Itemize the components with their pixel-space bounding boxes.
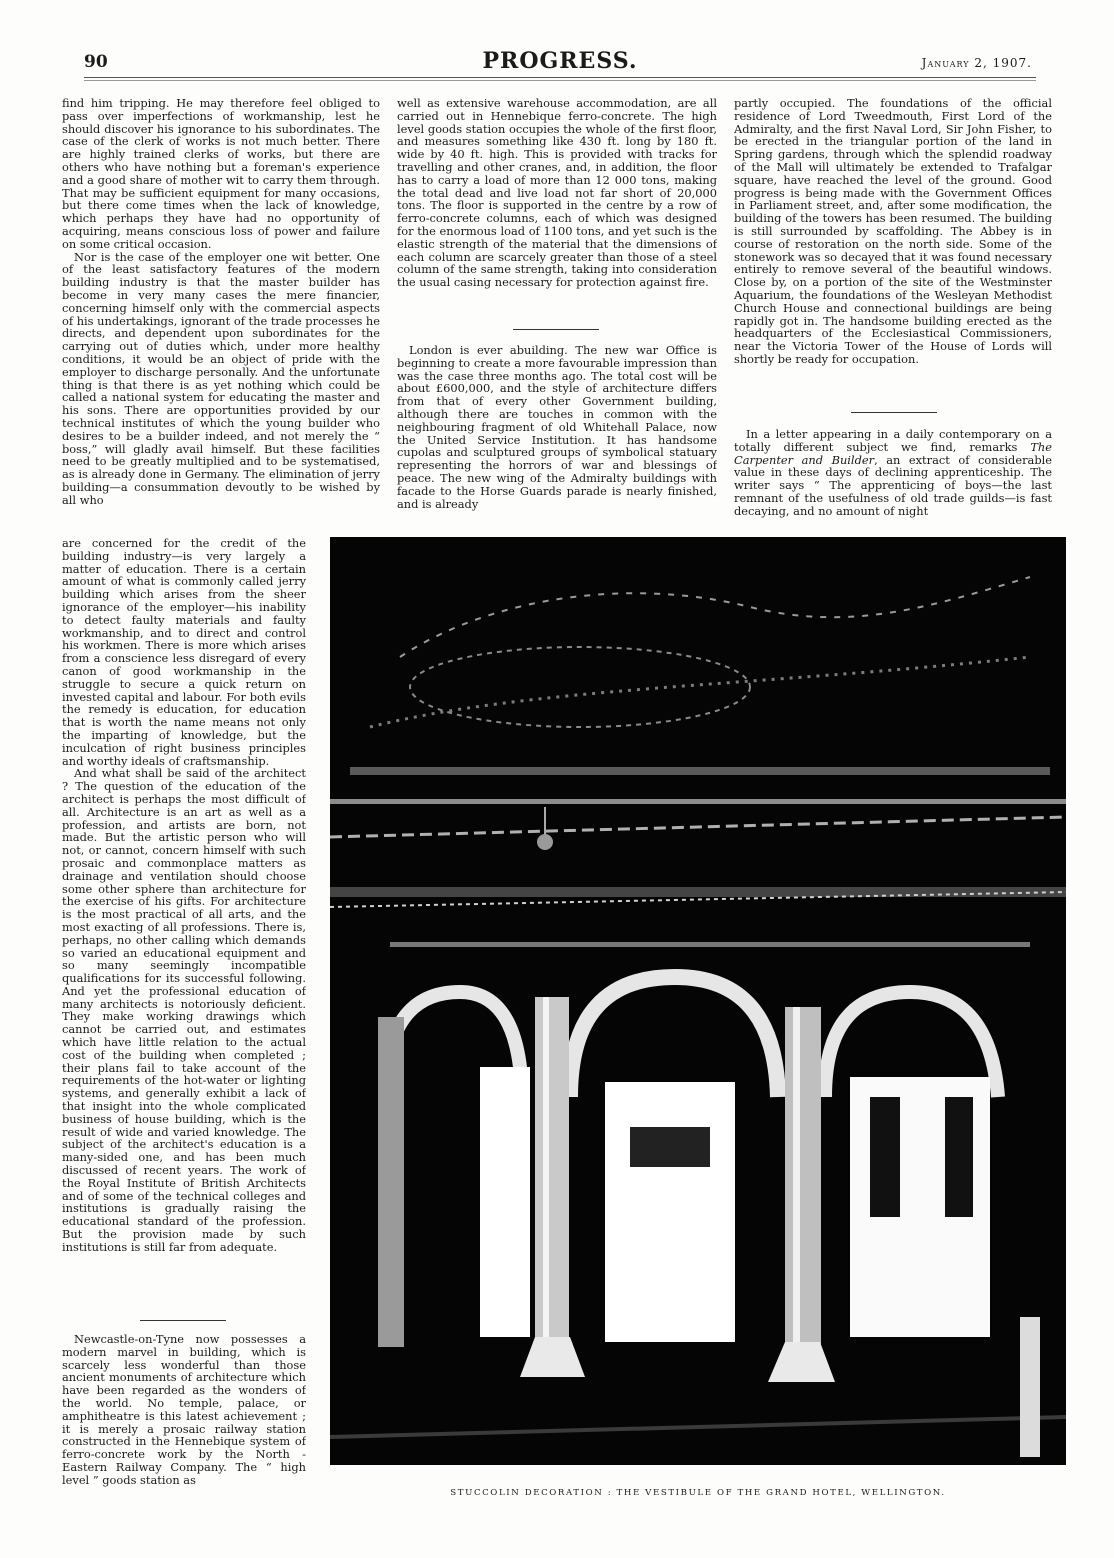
column-2-top <box>397 97 717 307</box>
header-rule-secondary <box>84 80 1036 81</box>
section-divider <box>513 329 599 330</box>
column-1-beside-photo <box>62 537 306 1312</box>
header-rule <box>84 77 1036 78</box>
paragraph-text: In a letter appearing in a daily contemporary on a totally different subject we find, remarks <box>734 428 1052 454</box>
column-3-bottom <box>734 428 1052 532</box>
section-divider <box>851 412 937 413</box>
photo-caption: STUCCOLIN DECORATION : THE VESTIBULE OF THE GRAND HOTEL, WELLINGTON. <box>450 1488 946 1498</box>
masthead-title: PROGRESS. <box>482 48 638 74</box>
paragraph: And what shall be said of the architect ? The question of the education of the architect is perhaps the most difficult of all. Architecture is an art as well as a profession, and artists are born, not made. But the artistic person who will not, or cannot, concern himself with such prosaic and commonplace matters as drainage and ventilation should choose some other sphere than architecture for the exercise of his gifts. For architecture is the most practical of all arts, and the most exacting of all professions. There is, perhaps, no other calling which demands so varied an educational equipment and so many seemingly incompatible qualifications for its successful following. And yet the professional education of many architects is notoriously deficient. They make working drawings which cannot be carried out, and estimates which have little relation to the actual cost of the building when completed ; their plans fail to take account of the requirements of the hot-water or lighting systems, and generally exhibit a lack of that insight into the whole complicated business of house building, which is the result of wide and varied knowledge. The subject of the architect's education is a many-sided one, and has been much discussed of recent years. The work of the Royal Institute of British Architects and of some of the technical colleges and institutions is gradually raising the educational standard of the profession. But the provision made by such institutions is still far from adequate. <box>62 766 306 1254</box>
column-1-bottom <box>62 1333 306 1503</box>
paragraph: London is ever abuilding. The new war Office is beginning to create a more favourable impression than was the case three months ago. The total cost will be about £600,000, and the style of architecture differs from that of every other Government building, although there are touches in common with the neighbouring fragment of old Whitehall Palace, now the United Service Institution. It has handsome cupolas and sculptured groups of symbolical statuary representing the horrors of war and blessings of peace. The new wing of the Admiralty buildings with facade to the Horse Guards parade is nearly finished, and is already <box>397 344 717 511</box>
page-number: 90 <box>84 52 108 72</box>
vestibule-photograph <box>330 537 1066 1465</box>
column-3-top <box>734 97 1052 397</box>
paragraph: well as extensive warehouse accommodation, are all carried out in Hennebique ferro-concrete. The high level goods station occupies the whole of the first floor, and measures something like 430 ft. long by 180 ft. wide by 40 ft. high. This is provided with tracks for travelling and other cranes, and, in addition, the floor has to carry a load of more than 12 000 tons, making the total dead and live load not far short of 20,000 tons. The floor is supported in the centre by a row of ferro-concrete columns, each of which was designed for the enormous load of 1100 tons, and yet such is the elastic strength of the material that the dimensions of each column are scarcely greater than those of a steel column of the same strength, taking into consideration the usual casing necessary for protection against fire. <box>397 97 717 290</box>
page-header <box>84 48 1036 78</box>
paragraph: find him tripping. He may therefore feel obliged to pass over imperfections of workmanship, lest he should discover his ignorance to his subordinates. The case of the clerk of works is not much better. There are highly trained clerks of works, but there are others who have nothing but a foreman's experience and a good share of mother wit to carry them through. That may be sufficient equipment for many occasions, but there come times when the lack of knowledge, which perhaps they have had no opportunity of acquiring, means conscious loss of power and failure on some critical occasion. <box>62 97 380 251</box>
paragraph-text: , an extract of considerable value in these days of declining apprenticeship. The writer says “ The apprenticing of boys—the last remnant of the usefulness of old trade guilds—is fast decaying, and no amount of night <box>734 452 1052 518</box>
column-1-top <box>62 97 380 537</box>
paragraph: are concerned for the credit of the building industry—is very largely a matter of education. There is a certain amount of what is commonly called jerry building which arises from the sheer ignorance of the employer—his inability to detect faulty materials and faulty workmanship, and to direct and control his workmen. There is more which arises from a conscience less disregard of every canon of good workmanship in the struggle to secure a quick return on invested capital and labour. For both evils the remedy is education, for education that is worth the name means not only the imparting of knowledge, but the inculcation of right business principles and worthy ideals of craftsmanship. <box>62 537 306 768</box>
issue-date: January 2, 1907. <box>921 56 1032 70</box>
paragraph: partly occupied. The foundations of the official residence of Lord Tweedmouth, First Lord of the Admiralty, and the first Naval Lord, Sir John Fisher, to be erected in the triangular portion of the land in Spring gardens, through which the splendid roadway of the Mall will ultimately be extended to Trafalgar square, have reached the level of the ground. Good progress is being made with the Government Offices in Parliament street, and, after some modification, the building of the towers has been resumed. The building is still surrounded by scaffolding. The Abbey is in course of restoration on the north side. Some of the stonework was so decayed that it was found necessary entirely to remove several of the beautiful windows. Close by, on a portion of the site of the Westminster Aquarium, the foundations of the Wesleyan Methodist Church House and connectional buildings are being rapidly got in. The handsome building erected as the headquarters of the Ecclesiastical Commissioners, near the Victoria Tower of the House of Lords will shortly be ready for occupation. <box>734 97 1052 366</box>
column-2-bottom <box>397 344 717 529</box>
paragraph <box>734 428 1052 518</box>
paragraph: Nor is the case of the employer one wit better. One of the least satisfactory features of the modern building industry is that the master builder has become in very many cases the mere financier, concerning himself only with the commercial aspects of his undertakings, ignorant of the trade processes he directs, and dependent upon subordinates for the carrying out of duties which, under more healthy conditions, it would be an object of pride with the employer to discharge personally. And the unfortunate thing is that there is as yet nothing which could be called a national system for educating the master and his sons. There are opportunities provided by our technical institutes of which the young builder who desires to be a builder indeed, and not merely the “ boss,” will gladly avail himself. But these facilities need to be greatly multiplied and to be systematised, as is already done in Germany. The elimination of jerry building—a consummation devoutly to be wished by all who <box>62 249 380 507</box>
publication-title: The Carpenter and Builder <box>734 439 1052 467</box>
paragraph: Newcastle-on-Tyne now possesses a modern marvel in building, which is scarcely less wonderful than those ancient monuments of architecture which have been regarded as the wonders of the world. No temple, palace, or amphitheatre is this latest achievement ; it is merely a prosaic railway station constructed in the Hennebique system of ferro-concrete work by the North - Eastern Railway Company. The “ high level ” goods station as <box>62 1333 306 1487</box>
vestibule-illustration <box>330 537 1066 1465</box>
section-divider <box>140 1320 226 1321</box>
